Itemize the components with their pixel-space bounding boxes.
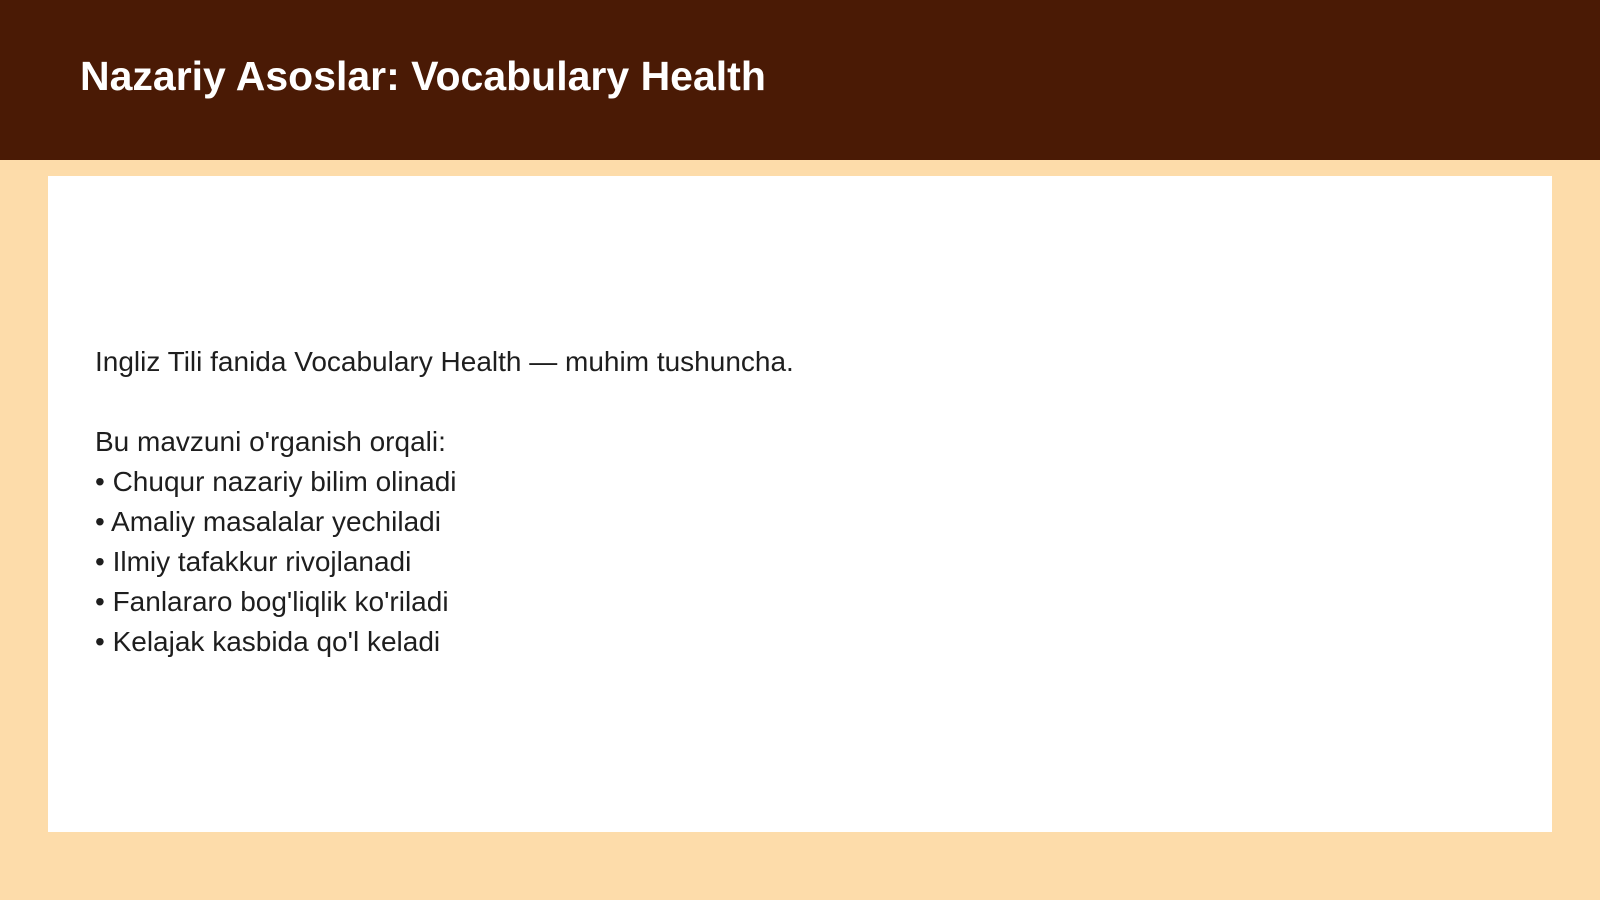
content-panel [48, 176, 1552, 832]
bullet-item: • Amaliy masalalar yechiladi [95, 506, 441, 537]
bullet-item: • Fanlararo bog'liqlik ko'riladi [95, 586, 449, 617]
bullet-item: • Kelajak kasbida qo'l keladi [95, 626, 441, 657]
header-bar [0, 0, 1600, 160]
lead-text: Bu mavzuni o'rganish orqali: [95, 426, 446, 457]
intro-text: Ingliz Tili fanida Vocabulary Health — muhim tushuncha. [95, 346, 794, 377]
paragraph-spacer [95, 382, 794, 422]
bullet-item: • Chuqur nazariy bilim olinadi [95, 466, 457, 497]
bullet-item: • Ilmiy tafakkur rivojlanadi [95, 546, 412, 577]
slide-title: Nazariy Asoslar: Vocabulary Health [80, 53, 766, 99]
content-text [95, 342, 794, 662]
bullet-list [95, 462, 794, 662]
